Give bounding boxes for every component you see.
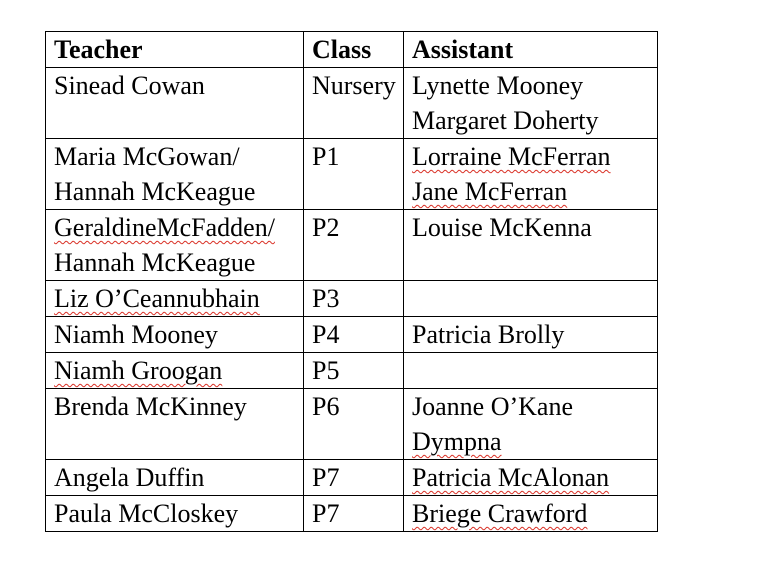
- teacher-name: Hannah McKeague: [54, 248, 256, 277]
- teacher-name: Niamh Mooney: [54, 320, 218, 349]
- class-cell: P6: [304, 389, 404, 460]
- assistant-cell: [404, 68, 658, 139]
- teacher-name: Maria McGowan/: [54, 142, 240, 171]
- table-row: [46, 353, 658, 389]
- assistant-cell: [404, 139, 658, 210]
- assistant-name: [412, 139, 651, 174]
- assistant-name: [412, 424, 651, 459]
- assistant-cell: [404, 496, 658, 532]
- assistant-name: Margaret Doherty: [412, 106, 599, 135]
- teacher-name: Paula McCloskey: [54, 499, 239, 528]
- table-row: [46, 317, 658, 353]
- spellcheck-word: GeraldineMcFadden/: [54, 213, 275, 242]
- assistant-name: [412, 496, 651, 531]
- header-assistant: Assistant: [404, 32, 658, 68]
- table-row: [46, 68, 658, 139]
- table-row: [46, 210, 658, 281]
- teacher-cell: [46, 139, 304, 210]
- class-cell: Nursery: [304, 68, 404, 139]
- assistant-name: Louise McKenna: [412, 213, 592, 242]
- staff-table: [45, 31, 658, 532]
- class-cell: P4: [304, 317, 404, 353]
- header-teacher: Teacher: [46, 32, 304, 68]
- assistant-cell: [404, 460, 658, 496]
- class-cell: P2: [304, 210, 404, 281]
- teacher-cell: [46, 210, 304, 281]
- class-cell: P7: [304, 496, 404, 532]
- teacher-name: [54, 353, 297, 388]
- assistant-cell: [404, 353, 658, 389]
- assistant-name: [412, 174, 651, 209]
- spellcheck-word: Dympna: [412, 427, 502, 456]
- table-row: [46, 281, 658, 317]
- assistant-cell: [404, 281, 658, 317]
- spellcheck-word: Lorraine McFerran: [412, 142, 611, 171]
- assistant-name: Lynette Mooney: [412, 71, 584, 100]
- assistant-name: Joanne O’Kane: [412, 392, 573, 421]
- spellcheck-word: Liz O’Ceannubhain: [54, 284, 260, 313]
- teacher-name: Angela Duffin: [54, 463, 205, 492]
- teacher-cell: [46, 68, 304, 139]
- table-row: [46, 460, 658, 496]
- spellcheck-word: Patricia McAlonan: [412, 463, 610, 492]
- spellcheck-word: Jane McFerran: [412, 177, 568, 206]
- teacher-cell: [46, 496, 304, 532]
- teacher-name: [54, 210, 297, 245]
- assistant-cell: [404, 317, 658, 353]
- teacher-name: [54, 281, 297, 316]
- assistant-name: Patricia Brolly: [412, 320, 565, 349]
- table-row: [46, 496, 658, 532]
- assistant-cell: [404, 389, 658, 460]
- teacher-name: Sinead Cowan: [54, 71, 205, 100]
- teacher-cell: [46, 460, 304, 496]
- class-cell: P3: [304, 281, 404, 317]
- assistant-cell: [404, 210, 658, 281]
- spellcheck-word: Niamh Groogan: [54, 356, 223, 385]
- table-row: [46, 389, 658, 460]
- assistant-name: [412, 460, 651, 495]
- class-cell: P5: [304, 353, 404, 389]
- teacher-name: Hannah McKeague: [54, 177, 256, 206]
- teacher-cell: [46, 389, 304, 460]
- header-row: [46, 32, 658, 68]
- class-cell: P1: [304, 139, 404, 210]
- teacher-cell: [46, 317, 304, 353]
- teacher-cell: [46, 281, 304, 317]
- teacher-cell: [46, 353, 304, 389]
- spellcheck-word: Briege Crawford: [412, 499, 588, 528]
- table-row: [46, 139, 658, 210]
- teacher-name: Brenda McKinney: [54, 392, 247, 421]
- header-class: Class: [304, 32, 404, 68]
- class-cell: P7: [304, 460, 404, 496]
